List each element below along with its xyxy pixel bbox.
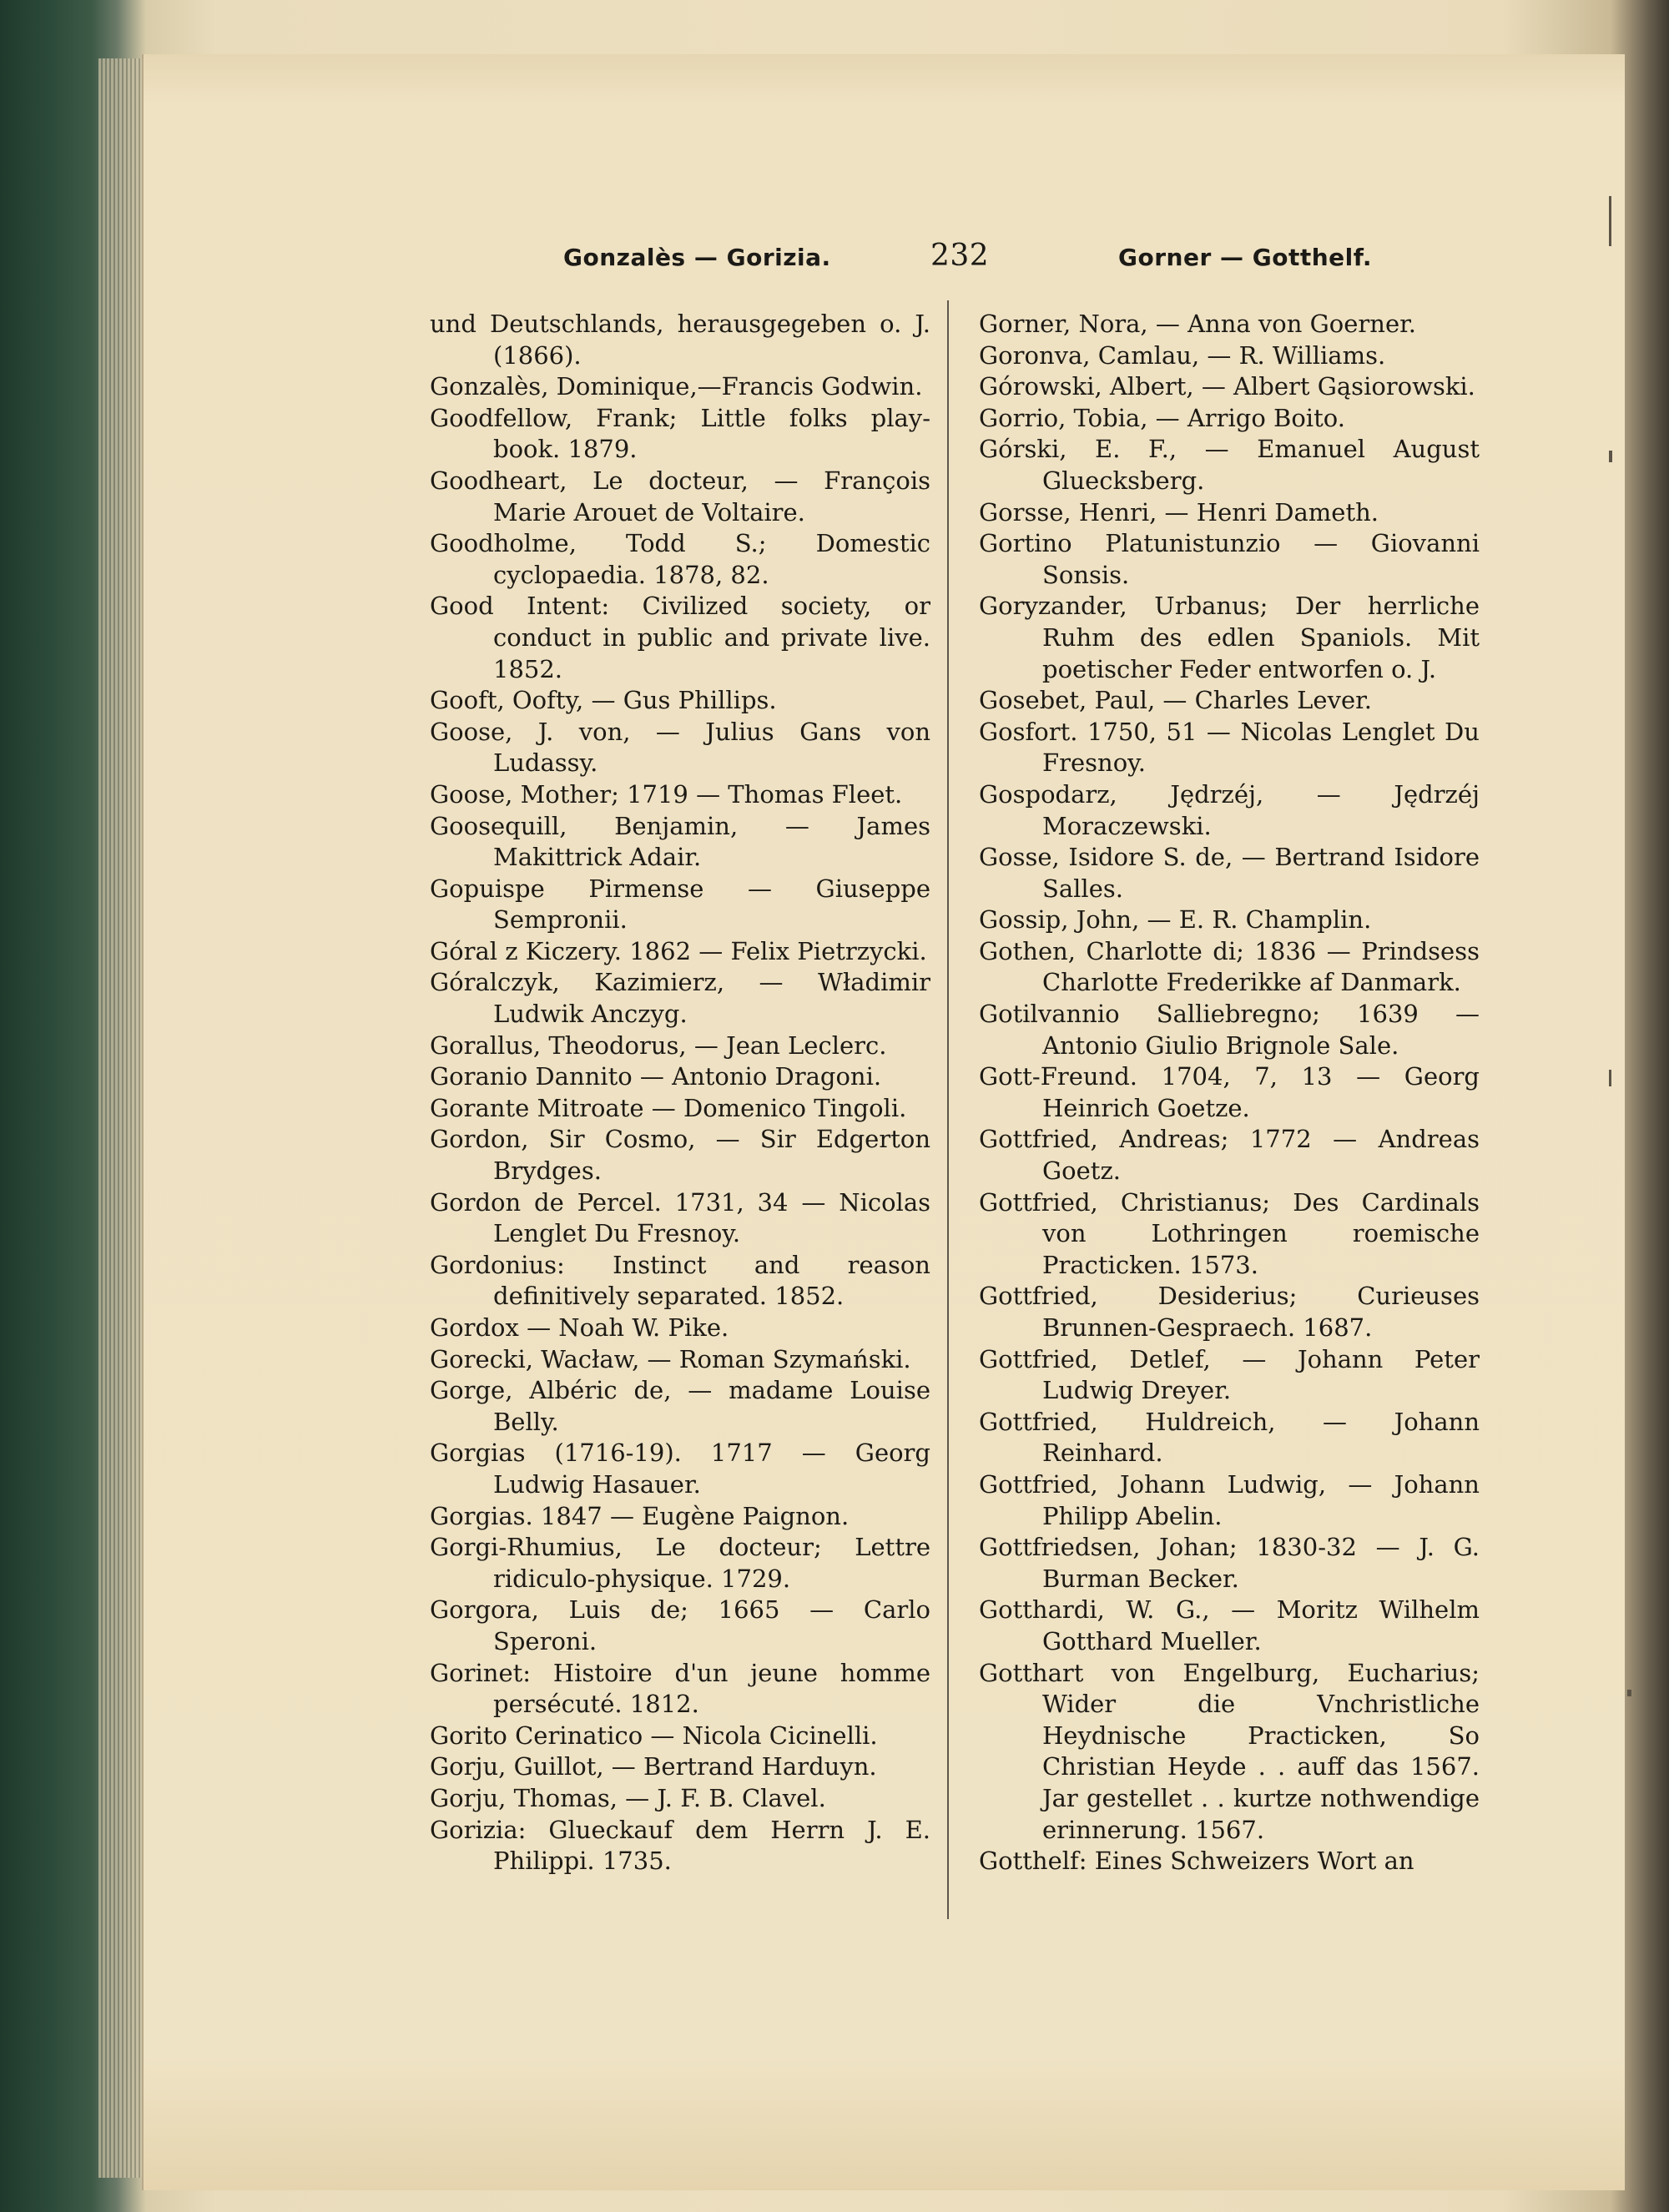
margin-mark bbox=[1609, 451, 1612, 462]
running-head-left: Gonzalès — Gorizia. bbox=[563, 244, 831, 271]
left-column bbox=[430, 309, 930, 1877]
list-item: Gorallus, Theodorus, — Jean Leclerc. bbox=[430, 1030, 887, 1060]
list-item: Gorecki, Wacław, — Roman Szymański. bbox=[430, 1344, 911, 1373]
margin-mark bbox=[1627, 1690, 1631, 1696]
list-item: Gorito Cerinatico — Nicola Cicinelli. bbox=[430, 1721, 878, 1750]
list-item: Gottfried, Huldreich, — Johann Reinhard. bbox=[979, 1407, 1480, 1468]
list-item: Gosfort. 1750, 51 — Nicolas Lenglet Du Fresnoy. bbox=[979, 717, 1480, 778]
list-item: Gonzalès, Dominique,—Francis Godwin. bbox=[430, 372, 923, 401]
list-item: Gottfriedsen, Johan; 1830-32 — J. G. Burman Becker. bbox=[979, 1533, 1480, 1593]
list-item: Gorsse, Henri, — Henri Dameth. bbox=[979, 497, 1379, 527]
list-item: Goryzander, Urbanus; Der herrliche Ruhm des edlen Spaniols. Mit poetischer Feder entworfen o. J. bbox=[979, 592, 1480, 683]
list-item: Goodholme, Todd S.; Domestic cyclopaedia. 1878, 82. bbox=[430, 529, 930, 589]
list-item: und Deutschlands, herausgegeben o. J. (1866). bbox=[430, 310, 930, 370]
page-number: 232 bbox=[930, 239, 990, 273]
list-item: Gorgora, Luis de; 1665 — Carlo Speroni. bbox=[430, 1595, 930, 1655]
list-item: Gospodarz, Jędrzéj, — Jędrzéj Moraczewski. bbox=[979, 779, 1480, 840]
list-item: Gorrio, Tobia, — Arrigo Boito. bbox=[979, 403, 1345, 432]
list-item: Gorgias (1716-19). 1717 — Georg Ludwig Hasauer. bbox=[430, 1439, 930, 1499]
margin-mark bbox=[1609, 1070, 1611, 1086]
list-item: Gorgi-Rhumius, Le docteur; Lettre ridiculo-physique. 1729. bbox=[430, 1533, 930, 1593]
list-item: Goose, J. von, — Julius Gans von Ludassy. bbox=[430, 717, 930, 778]
list-item: Górowski, Albert, — Albert Gąsiorowski. bbox=[979, 372, 1475, 401]
list-item: Gosebet, Paul, — Charles Lever. bbox=[979, 686, 1373, 715]
list-item: Gorge, Albéric de, — madame Louise Belly. bbox=[430, 1376, 930, 1436]
column-divider bbox=[947, 300, 949, 1919]
list-item: Goodfellow, Frank; Little folks play-book. 1879. bbox=[430, 403, 930, 464]
list-item: Góral z Kiczery. 1862 — Felix Pietrzycki. bbox=[430, 936, 927, 965]
list-item: Gooft, Oofty, — Gus Phillips. bbox=[430, 686, 777, 715]
list-item: Gorante Mitroate — Domenico Tingoli. bbox=[430, 1093, 907, 1122]
list-item: Gordonius: Instinct and reason definitively separated. 1852. bbox=[430, 1250, 930, 1311]
list-item: Gotthardi, W. G., — Moritz Wilhelm Gotthard Mueller. bbox=[979, 1595, 1480, 1655]
list-item: Goranio Dannito — Antonio Dragoni. bbox=[430, 1062, 882, 1091]
right-column bbox=[979, 309, 1480, 1877]
list-item: Gorner, Nora, — Anna von Goerner. bbox=[979, 310, 1417, 338]
margin-mark bbox=[1609, 196, 1611, 246]
list-item: Gorizia: Glueckauf dem Herrn J. E. Philippi. 1735. bbox=[430, 1815, 930, 1876]
list-item: Gotthelf: Eines Schweizers Wort an bbox=[979, 1847, 1414, 1876]
list-item: Gortino Platunistunzio — Giovanni Sonsis. bbox=[979, 529, 1480, 589]
list-item: Gorinet: Histoire d'un jeune homme persécuté. 1812. bbox=[430, 1658, 930, 1719]
list-item: Gottfried, Detlef, — Johann Peter Ludwig Dreyer. bbox=[979, 1344, 1480, 1405]
list-item: Gossip, John, — E. R. Champlin. bbox=[979, 905, 1372, 935]
list-item: Gorju, Thomas, — J. F. B. Clavel. bbox=[430, 1783, 826, 1812]
list-item: Góralczyk, Kazimierz, — Władimir Ludwik Anczyg. bbox=[430, 968, 930, 1029]
list-item: Gottfried, Christianus; Des Cardinals von Lothringen roemische Practicken. 1573. bbox=[979, 1187, 1480, 1279]
list-item: Goodheart, Le docteur, — François Marie Arouet de Voltaire. bbox=[430, 466, 930, 527]
list-item: Gordon, Sir Cosmo, — Sir Edgerton Brydges. bbox=[430, 1125, 930, 1186]
list-item: Gottfried, Andreas; 1772 — Andreas Goetz. bbox=[979, 1125, 1480, 1186]
list-item: Gott-Freund. 1704, 7, 13 — Georg Heinrich Goetze. bbox=[979, 1062, 1480, 1122]
list-item: Górski, E. F., — Emanuel August Gluecksberg. bbox=[979, 435, 1480, 495]
running-head-right: Gorner — Gotthelf. bbox=[1118, 244, 1373, 271]
list-item: Goronva, Camlau, — R. Williams. bbox=[979, 340, 1386, 370]
page-stack-edge bbox=[98, 58, 144, 2178]
list-item: Goose, Mother; 1719 — Thomas Fleet. bbox=[430, 779, 903, 809]
list-item: Gottfried, Johann Ludwig, — Johann Philipp Abelin. bbox=[979, 1469, 1480, 1530]
list-item: Gorgias. 1847 — Eugène Paignon. bbox=[430, 1501, 850, 1530]
list-item: Goosequill, Benjamin, — James Makittrick Adair. bbox=[430, 811, 930, 872]
list-item: Gottfried, Desiderius; Curieuses Brunnen-Gespraech. 1687. bbox=[979, 1282, 1480, 1342]
list-item: Gotilvannio Salliebregno; 1639 — Antonio Giulio Brignole Sale. bbox=[979, 1000, 1480, 1060]
list-item: Gotthart von Engelburg, Eucharius; Wider die Vnchristliche Heydnische Practicken, So Christian Heyde . . auff das 1567. Jar gestellet . . kurtze nothwendige erinnerung. 1567. bbox=[979, 1658, 1480, 1844]
list-item: Good Intent: Civilized society, or conduct in public and private live. 1852. bbox=[430, 592, 930, 683]
list-item: Gorju, Guillot, — Bertrand Harduyn. bbox=[430, 1752, 877, 1781]
list-item: Gosse, Isidore S. de, — Bertrand Isidore Salles. bbox=[979, 843, 1480, 903]
list-item: Gordon de Percel. 1731, 34 — Nicolas Lenglet Du Fresnoy. bbox=[430, 1187, 930, 1248]
list-item: Gothen, Charlotte di; 1836 — Prindsess Charlotte Frederikke af Danmark. bbox=[979, 936, 1480, 997]
list-item: Gopuispe Pirmense — Giuseppe Sempronii. bbox=[430, 874, 930, 935]
list-item: Gordox — Noah W. Pike. bbox=[430, 1313, 729, 1342]
